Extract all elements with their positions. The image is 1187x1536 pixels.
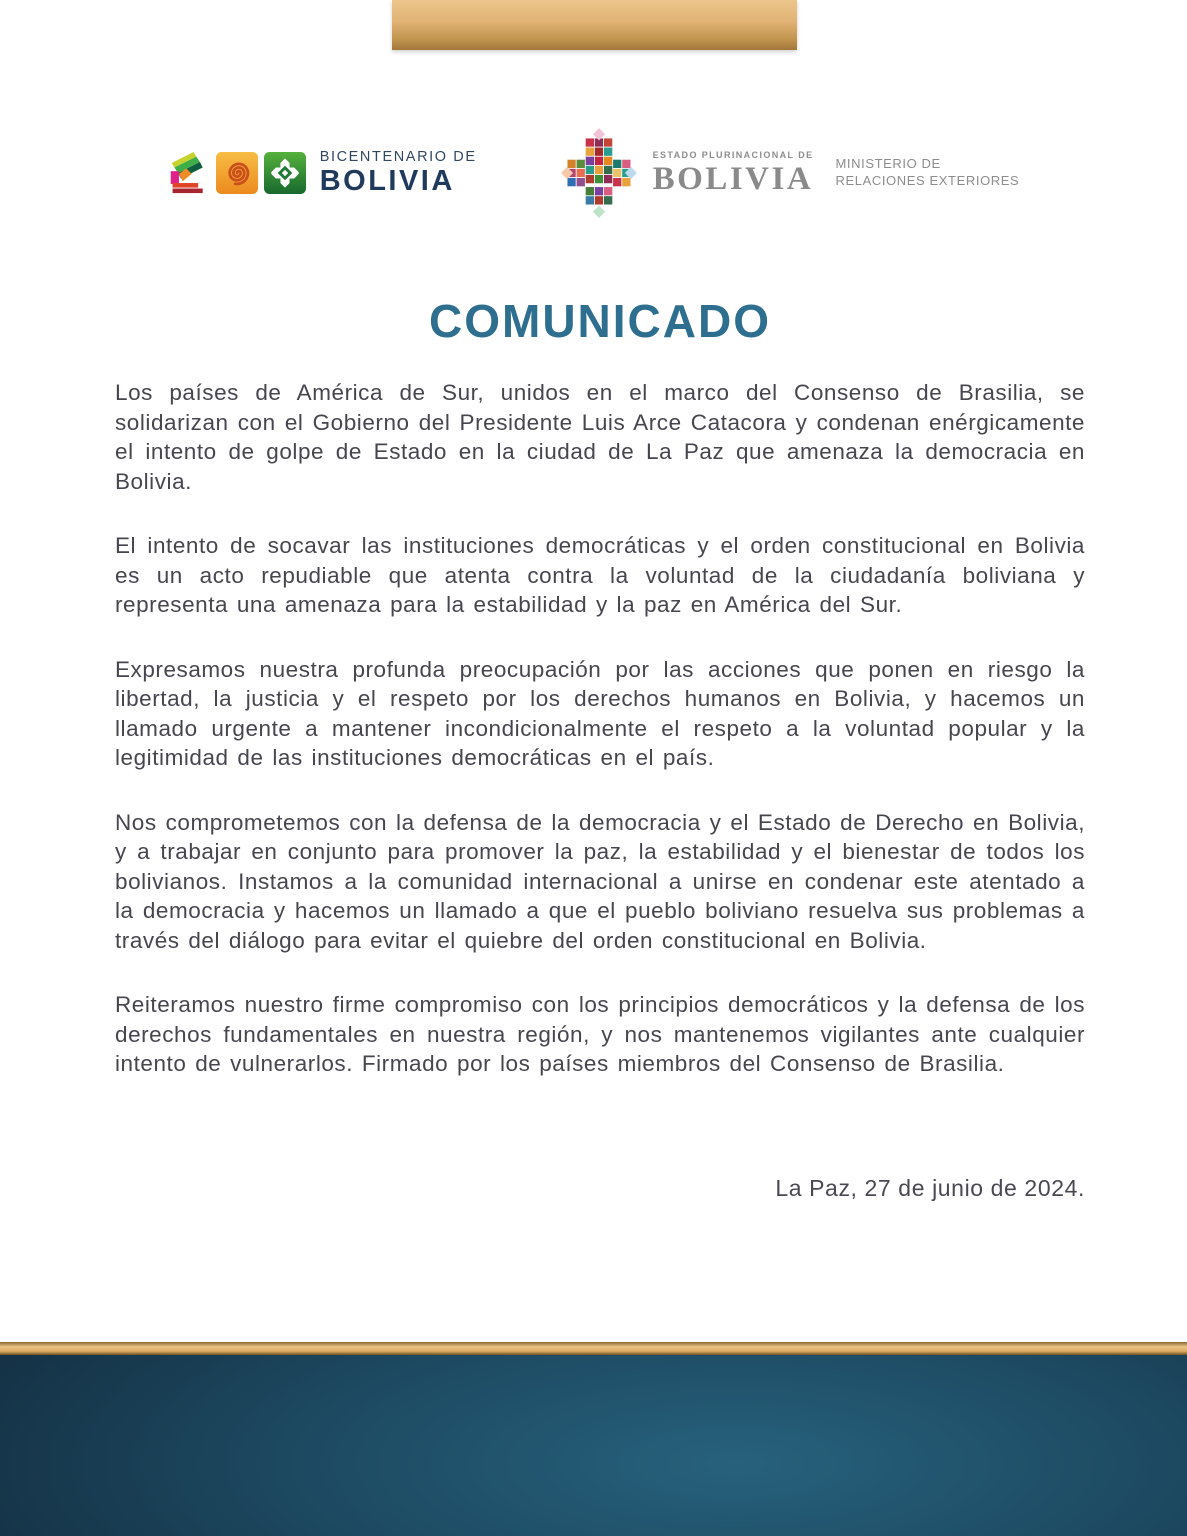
bicentenario-spiral-icon: [216, 152, 258, 194]
paragraph-5: Reiteramos nuestro firme compromiso con los principios democráticos y la defensa de los derechos fundamentales en nuestra región, y nos mantenemos vigilantes ante cualquier intento de vulnerarlos. Firmado por los países miembros del Consenso de Brasilia.: [115, 992, 1085, 1076]
bicentenario-wordmark: [320, 150, 477, 197]
paragraph-3: Expresamos nuestra profunda preocupación por las acciones que ponen en riesgo la libertad, la justicia y el respeto por los derechos humanos en Bolivia, y hacemos un llamado urgente a mantener incondicionalmente el respeto a la voluntad popular y la legitimidad de las instituciones democráticas en el país.: [115, 656, 1085, 770]
bicentenario-2-stripes-icon: [168, 152, 210, 194]
header-logos: [0, 128, 1187, 218]
ministry-logo: [561, 128, 1020, 218]
estado-plurinacional-wordmark: [653, 151, 814, 196]
footer: [0, 1342, 1187, 1536]
paragraph-4: Nos comprometemos con la defensa de la democracia y el Estado de Derecho en Bolivia, y a trabajar en conjunto para promover la paz, la estabilidad y el bienestar de todos los bolivianos. Instamos a la comunidad internacional a unirse en condenar este atentado a la democracia y hacemos un llamado a que el pueblo boliviano resuelva sus problemas a través del diálogo para evitar el quiebre del orden constitucional en Bolivia.: [115, 809, 1085, 953]
bicentenario-line2: BOLIVIA: [319, 165, 455, 198]
chakana-mosaic-icon: [561, 128, 637, 218]
bicentenario-chakana-icon: [264, 152, 306, 194]
footer-navy-band: [0, 1355, 1187, 1536]
communique-body: [115, 378, 1085, 1079]
ministry-name-line1: MINISTERIO DE: [835, 156, 941, 172]
estado-plurinacional-label: ESTADO PLURINACIONAL DE: [652, 149, 814, 160]
top-gold-ribbon: [392, 0, 797, 50]
paragraph-2: El intento de socavar las instituciones democráticas y el orden constitucional en Bolivia es un acto repudiable que atenta contra la voluntad de la ciudadanía boliviana y representa una amenaza para la estabilidad y la paz en América del Sur.: [115, 533, 1085, 617]
page-title: COMUNICADO: [429, 295, 771, 347]
footer-gold-strip: [0, 1342, 1187, 1355]
bolivia-serif-wordmark: BOLIVIA: [652, 160, 814, 197]
bicentenario-logo: [168, 150, 477, 197]
dateline: La Paz, 27 de junio de 2024.: [775, 1174, 1085, 1201]
ministry-name: [836, 156, 1020, 190]
communique-document: [115, 297, 1085, 1202]
bicentenario-line1: BICENTENARIO DE: [319, 148, 477, 165]
paragraph-1: Los países de América de Sur, unidos en el marco del Consenso de Brasilia, se solidarizan con el Gobierno del Presidente Luis Arce Catacora y condenan enérgicamente el intento de golpe de Estado en la ciudad de La Paz que amenaza la democracia en Bolivia.: [115, 380, 1085, 494]
ministry-name-line2: RELACIONES EXTERIORES: [835, 173, 1020, 188]
